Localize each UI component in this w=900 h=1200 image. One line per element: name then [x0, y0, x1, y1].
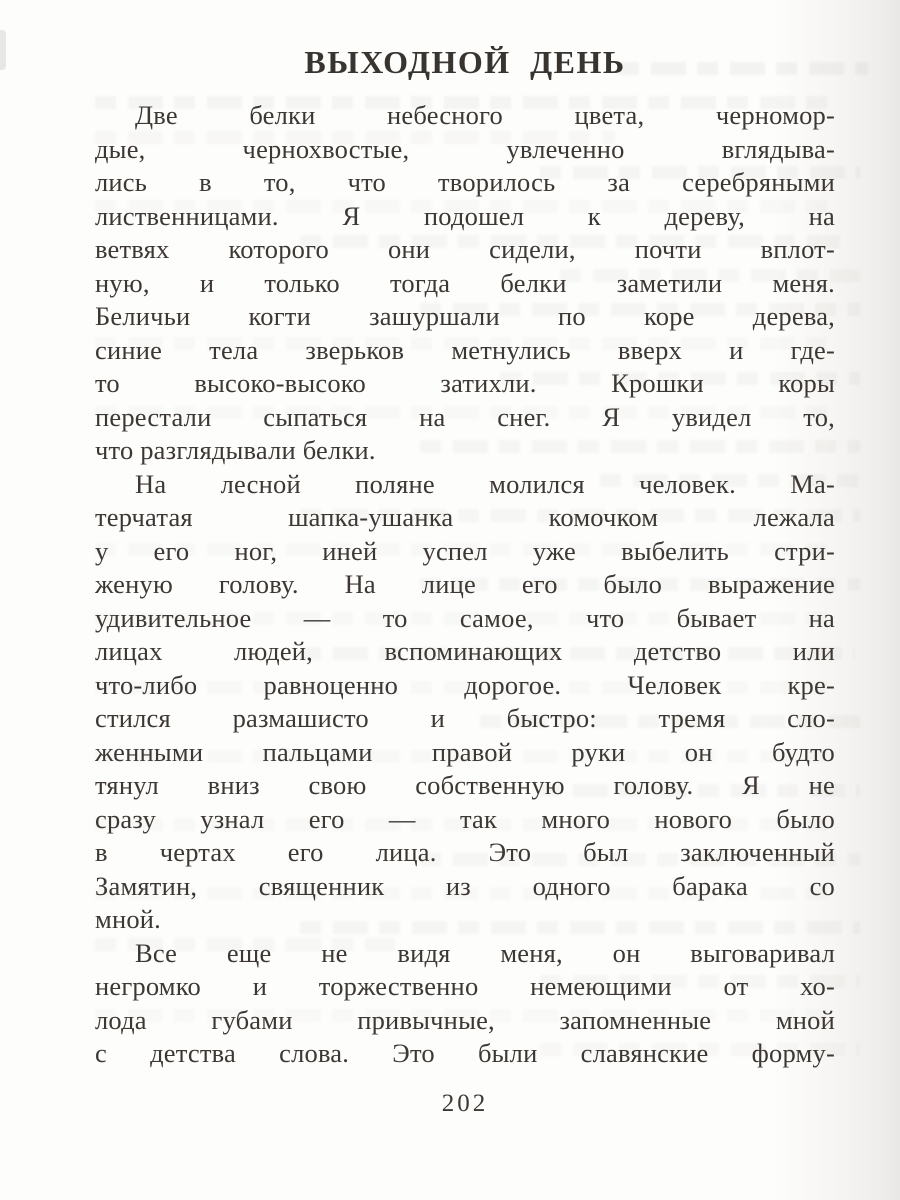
text-line: то высоко-высоко затихли. Крошки коры — [95, 368, 835, 398]
text-line: лода губами привычные, запомненные мной — [95, 1004, 835, 1035]
page-edge-shadow — [0, 30, 6, 70]
text-line: Две белки небесного цвета, черномор- — [135, 100, 835, 130]
text-line: с детства слова. Это были славянские форму- — [95, 1038, 835, 1068]
text-line: дые, чернохвостые, увлеченно вглядыва- — [95, 133, 835, 164]
text-line: Беличьи когти зашуршали по коре дерева, — [95, 301, 835, 331]
text-line: лись в то, что творилось за серебряными — [95, 167, 835, 197]
text-line: мной. — [95, 904, 162, 934]
text-line: что-либо равноценно дорогое. Человек кре- — [95, 669, 835, 700]
text-line: На лесной поляне молился человек. Ма- — [135, 468, 835, 499]
text-line: что разглядывали белки. — [95, 435, 376, 465]
text-line: в чертах его лица. Это был заключенный — [95, 837, 835, 867]
text-line: Все еще не видя меня, он выговаривал — [135, 937, 835, 968]
text-line: тянул вниз свою собственную голову. Я не — [95, 770, 835, 800]
text-line: лиственницами. Я подошел к дереву, на — [95, 200, 835, 231]
text-line: женую голову. На лице его было выражение — [95, 569, 835, 599]
story-body — [95, 99, 835, 1071]
text-line: лицах людей, вспоминающих детство или — [95, 636, 835, 666]
text-line: ветвях которого они сидели, почти вплот- — [95, 234, 835, 264]
text-line: ную, и только тогда белки заметили меня. — [95, 267, 835, 298]
text-line: негромко и торжественно немеющими от хо- — [95, 971, 835, 1001]
text-line: удивительное — то самое, что бывает на — [95, 602, 835, 633]
text-line: синие тела зверьков метнулись вверх и где- — [95, 334, 835, 365]
text-line: у его ног, иней успел уже выбелить стри- — [95, 535, 835, 566]
story-title: ВЫХОДНОЙ ДЕНЬ — [304, 44, 626, 80]
text-line: стился размашисто и быстро: тремя сло- — [95, 703, 835, 733]
text-line: сразу узнал его — так много нового было — [95, 803, 835, 834]
text-line: женными пальцами правой руки он будто — [95, 736, 835, 767]
text-line: перестали сыпаться на снег. Я увидел то, — [95, 401, 835, 432]
page-number: 202 — [441, 1090, 489, 1117]
text-line: терчатая шапка-ушанка комочком лежала — [95, 502, 835, 532]
text-line: Замятин, священник из одного барака со — [95, 870, 835, 901]
